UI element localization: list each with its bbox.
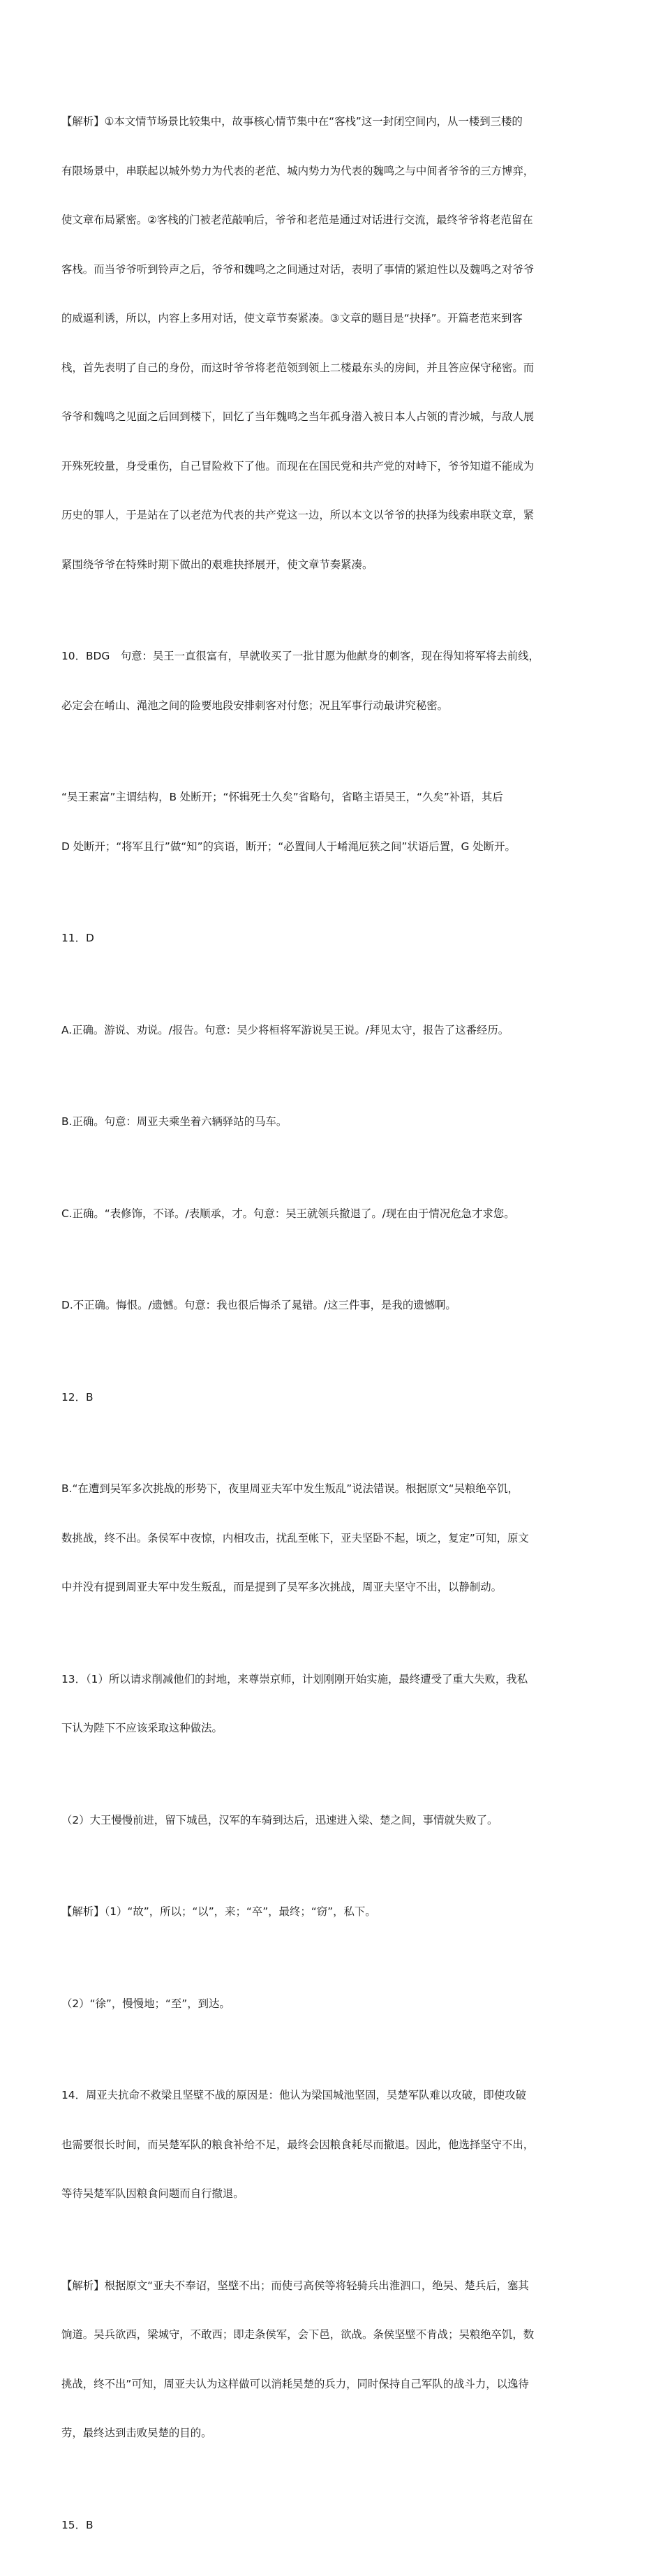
text-line: 也需要很长时间，而吴楚军队的粮食补给不足，最终会因粮食耗尽而撤退。因此，他选择坚守不出，: [61, 2138, 535, 2151]
text-line: 爷爷和魏鸣之见面之后回到楼下，回忆了当年魏鸣之当年孤身潜入被日本人占领的青沙城，与敌人展: [61, 410, 535, 423]
text-line: 10．BDG 句意：吴王一直很富有，早就收买了一批甘愿为他献身的刺客，现在得知将军将去前线，: [61, 650, 539, 662]
text-line: 【解析】根据原文“亚夫不奉诏，坚壁不出；而使弓高侯等将轻骑兵出淮泗口，绝吴、楚兵后，塞其: [61, 2279, 529, 2292]
analysis-q14: [61, 2245, 609, 2475]
document-page: [61, 81, 609, 2576]
text-line: D.不正确。悔恨。/遗憾。句意：我也很后悔杀了晁错。/这三件事，是我的遗憾啊。: [61, 1299, 456, 1311]
text-line: 饷道。吴兵欲西，梁城守，不敢西；即走条侯军，会下邑，欲战。条侯坚壁不肯战；吴粮绝卒饥，数: [61, 2328, 535, 2341]
text-line: 【解析】（1）“故”，所以；“以”，来；“卒”，最终；“窃”，私下。: [61, 1905, 376, 1918]
analysis-paragraph-q9: [61, 81, 609, 606]
option-c-q11: [61, 1173, 609, 1256]
option-b-q11: [61, 1081, 609, 1163]
text-line: 必定会在崤山、渑池之间的险要地段安排刺客对付您；况且军事行动最讲究秘密。: [61, 699, 449, 712]
answer-q13-1: [61, 1639, 609, 1770]
option-b-q12: [61, 1448, 609, 1629]
text-line: 栈，首先表明了自己的身份，而这时爷爷将老范领到领上二楼最东头的房间，并且答应保守秘密。而: [61, 361, 535, 374]
answer-q15: [61, 2485, 609, 2567]
text-line: 【解析】①本文情节场景比较集中，故事核心情节集中在“客栈”这一封闭空间内，从一楼到三楼的: [61, 115, 523, 128]
text-line: （2）大王慢慢前进，留下城邑，汉军的车骑到达后，迅速进入梁、楚之间，事情就失败了。: [61, 1813, 498, 1826]
answer-q14: [61, 2055, 609, 2235]
answer-q13-2: [61, 1780, 609, 1862]
text-line: 中并没有提到周亚夫军中发生叛乱，而是提到了吴军多次挑战，周亚夫坚守不出，以静制动。: [61, 1581, 502, 1593]
text-line: 紧围绕爷爷在特殊时期下做出的艰难抉择展开，使文章节奏紧凑。: [61, 558, 373, 571]
option-d-q11: [61, 1265, 609, 1347]
text-line: A.正确。游说、劝说。/报告。句意：吴少将桓将军游说吴王说。/拜见太守，报告了这番经历。: [61, 1023, 509, 1036]
text-line: “吴王素富”主谓结构，B 处断开；“怀辑死士久矣”省略句，省略主语吴王，“久矣”补语，其后: [61, 791, 503, 803]
text-line: 开殊死较量，身受重伤，自己冒险救下了他。而现在在国民党和共产党的对峙下，爷爷知道不能成为: [61, 459, 535, 472]
answer-q12: [61, 1357, 609, 1439]
text-line: B.正确。句意：周亚夫乘坐着六辆驿站的马车。: [61, 1115, 288, 1128]
text-line: D 处断开；“将军且行”做“知”的宾语，断开；“必置间人于崤渑厄狭之间”状语后置，G 处断开。: [61, 840, 516, 853]
text-line: 11．D: [61, 932, 94, 944]
text-line: 下认为陛下不应该采取这种做法。: [61, 1722, 223, 1734]
text-line: C.正确。“表修饰，不译。/表顺承，才。句意：吴王就领兵撤退了。/现在由于情况危急才求您。: [61, 1207, 515, 1220]
analysis-q13-1: [61, 1871, 609, 1953]
text-line: 劳，最终达到击败吴楚的目的。: [61, 2427, 212, 2439]
text-line: 使文章布局紧密。②客栈的门被老范敲响后，爷爷和老范是通过对话进行交流，最终爷爷将老范留在: [61, 214, 533, 226]
text-line: B.“在遭到吴军多次挑战的形势下，夜里周亚夫军中发生叛乱”说法错误。根据原文“吴粮绝卒饥，: [61, 1482, 519, 1495]
option-a-q11: [61, 990, 609, 1072]
text-line: 历史的罪人，于是站在了以老范为代表的共产党这一边，所以本文以爷爷的抉择为线索串联文章，紧: [61, 509, 535, 521]
text-line: 的威逼利诱，所以，内容上多用对话，使文章节奏紧凑。③文章的题目是“抉择”。开篇老范来到客: [61, 312, 523, 325]
answer-q10: [61, 616, 609, 747]
text-line: 12．B: [61, 1390, 94, 1404]
text-line: 数挑战，终不出。条侯军中夜惊，内相攻击，扰乱至帐下，亚夫坚卧不起，顷之，复定”可知，原文: [61, 1531, 529, 1544]
text-line: 14．周亚夫抗命不救梁且坚壁不战的原因是：他认为梁国城池坚固，吴楚军队难以攻破，即使攻破: [61, 2089, 526, 2101]
text-line: 13．（1）所以请求削减他们的封地，来尊崇京师，计划刚刚开始实施，最终遭受了重大失败，我私: [61, 1672, 528, 1685]
analysis-q13-2: [61, 1963, 609, 2046]
text-line: 挑战，终不出”可知，周亚夫认为这样做可以消耗吴楚的兵力，同时保持自己军队的战斗力，以逸待: [61, 2377, 529, 2390]
text-line: 有限场景中，串联起以城外势力为代表的老范、城内势力为代表的魏鸣之与中间者爷爷的三方博弈，: [61, 164, 535, 177]
text-line: 等待吴楚军队因粮食问题而自行撤退。: [61, 2187, 244, 2200]
text-line: 15．B: [61, 2518, 94, 2531]
text-line: （2）“徐”，慢慢地；“至”，到达。: [61, 1997, 230, 2010]
answer-q11: [61, 898, 609, 980]
explanation-q10: [61, 757, 609, 888]
text-line: 客栈。而当爷爷听到铃声之后，爷爷和魏鸣之之间通过对话，表明了事情的紧迫性以及魏鸣之对爷爷: [61, 262, 535, 276]
